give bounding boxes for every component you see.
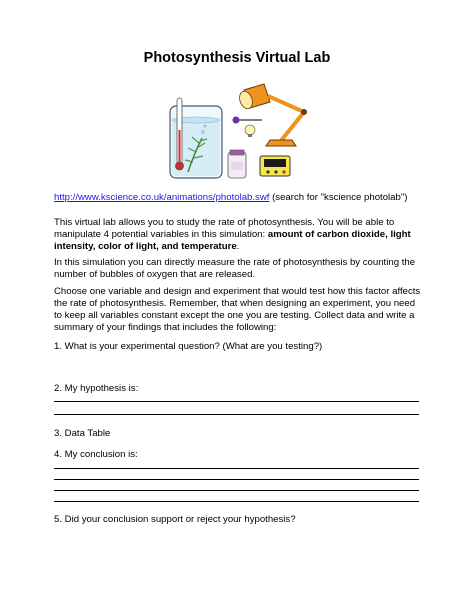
lamp-icon [237,84,307,146]
answer-line[interactable] [54,401,419,402]
link-line [54,192,424,204]
timer-icon [260,156,290,176]
thermometer-icon [176,98,184,170]
answer-line[interactable] [54,501,419,502]
simulation-link[interactable]: http://www.kscience.co.uk/animations/photolab.swf [54,192,270,203]
answer-line[interactable] [54,414,419,415]
question-2: 2. My hypothesis is: [54,383,139,394]
answer-line[interactable] [54,468,419,469]
question-1: 1. What is your experimental question? (What are you testing?) [54,341,323,352]
question-5: 5. Did your conclusion support or reject your hypothesis? [54,514,296,525]
page-title: Photosynthesis Virtual Lab [143,50,331,66]
bottle-icon [228,150,246,178]
answer-line[interactable] [54,490,419,491]
answer-line[interactable] [54,479,419,480]
intro-paragraph: This virtual lab allows you to study the rate of photosynthesis. You will be able to manipulate 4 potential variables in this simulation: amount of carbon dioxide, light intensity, color of light, and temperature. [54,217,411,252]
instructions-paragraph: Choose one variable and design and experiment that would test how this factor affects the rate of photosynthesis. Remember, that when designing an experiment, you need to keep all variables constant except the one you are testing. Collect data and write a summary of your findings that includes the following: [54,286,421,333]
measure-paragraph: In this simulation you can directly measure the rate of photosynthesis by counting the number of bubbles of oxygen that are released. [54,257,416,280]
link-note: (search for "kscience photolab") [269,192,408,203]
lab-illustration [166,80,326,184]
question-3: 3. Data Table [54,428,111,439]
intro-variables: amount of carbon dioxide, light intensity, color of light, and temperature [54,229,411,252]
question-4: 4. My conclusion is: [54,449,138,460]
intro-text: This virtual lab allows you to study the rate of photosynthesis. You will be able to manipulate 4 potential variables in this simulation: [54,217,395,240]
light-slider-icon [233,117,263,138]
